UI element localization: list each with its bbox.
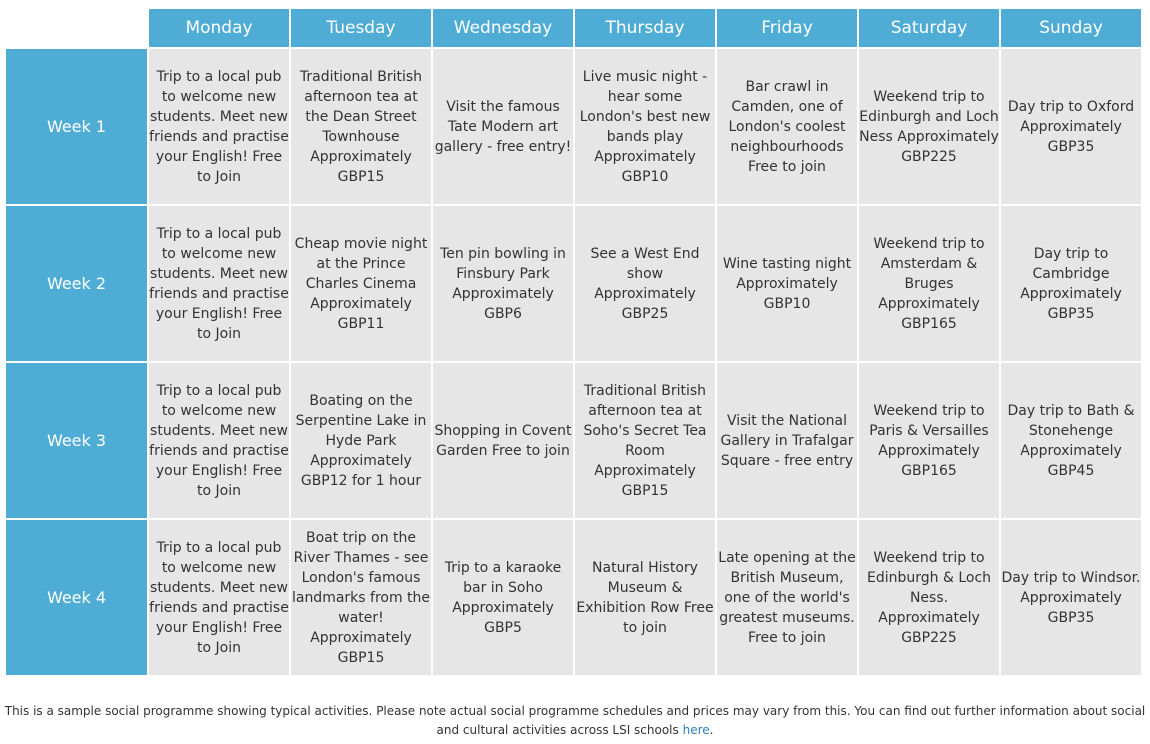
activity-cell: Day trip to Bath & Stonehenge Approximately GBP45	[1001, 363, 1141, 518]
week-label: Week 1	[6, 49, 147, 204]
social-programme-table	[4, 7, 1143, 677]
activity-cell: Traditional British afternoon tea at the Dean Street Townhouse Approximately GBP15	[291, 49, 431, 204]
activity-cell: Natural History Museum & Exhibition Row Free to join	[575, 520, 715, 675]
activity-cell: Weekend trip to Paris & Versailles Approximately GBP165	[859, 363, 999, 518]
week-row-4	[6, 520, 1141, 675]
day-header-sunday: Sunday	[1001, 9, 1141, 47]
activity-cell: Boat trip on the River Thames - see London's famous landmarks from the water! Approximately GBP15	[291, 520, 431, 675]
corner-cell	[6, 9, 147, 47]
week-row-2	[6, 206, 1141, 361]
day-header-tuesday: Tuesday	[291, 9, 431, 47]
activity-cell: Weekend trip to Edinburgh and Loch Ness Approximately GBP225	[859, 49, 999, 204]
activity-cell: Wine tasting night Approximately GBP10	[717, 206, 857, 361]
here-link[interactable]: here	[682, 723, 710, 737]
week-label: Week 3	[6, 363, 147, 518]
activity-cell: Cheap movie night at the Prince Charles Cinema Approximately GBP11	[291, 206, 431, 361]
activity-cell: Trip to a karaoke bar in Soho Approximately GBP5	[433, 520, 573, 675]
activity-cell: See a West End show Approximately GBP25	[575, 206, 715, 361]
disclaimer-text: This is a sample social programme showing typical activities. Please note actual social programme schedules and prices may vary from this. You can find out further information about social and cultural activities across LSI schools	[4, 704, 1146, 737]
activity-cell: Live music night - hear some London's best new bands play Approximately GBP10	[575, 49, 715, 204]
activity-cell: Boating on the Serpentine Lake in Hyde Park Approximately GBP12 for 1 hour	[291, 363, 431, 518]
activity-cell: Traditional British afternoon tea at Soho's Secret Tea Room Approximately GBP15	[575, 363, 715, 518]
day-header-wednesday: Wednesday	[433, 9, 573, 47]
activity-cell: Weekend trip to Edinburgh & Loch Ness. Approximately GBP225	[859, 520, 999, 675]
day-header-saturday: Saturday	[859, 9, 999, 47]
week-row-3	[6, 363, 1141, 518]
activity-cell: Ten pin bowling in Finsbury Park Approximately GBP6	[433, 206, 573, 361]
activity-cell: Bar crawl in Camden, one of London's coolest neighbourhoods Free to join	[717, 49, 857, 204]
week-row-1	[6, 49, 1141, 204]
activity-cell: Shopping in Covent Garden Free to join	[433, 363, 573, 518]
week-label: Week 4	[6, 520, 147, 675]
disclaimer-note: This is a sample social programme showing typical activities. Please note actual social programme schedules and prices may vary from this. You can find out further information about social and cultural activities across LSI schools here.	[4, 704, 1146, 737]
day-header-monday: Monday	[149, 9, 289, 47]
day-header-thursday: Thursday	[575, 9, 715, 47]
activity-cell: Day trip to Oxford Approximately GBP35	[1001, 49, 1141, 204]
day-header-row	[6, 9, 1141, 47]
activity-cell: Visit the National Gallery in Trafalgar Square - free entry	[717, 363, 857, 518]
activity-cell: Trip to a local pub to welcome new students. Meet new friends and practise your English! Free to Join	[149, 49, 289, 204]
activity-cell: Day trip to Cambridge Approximately GBP35	[1001, 206, 1141, 361]
day-header-friday: Friday	[717, 9, 857, 47]
activity-cell: Weekend trip to Amsterdam & Bruges Approximately GBP165	[859, 206, 999, 361]
activity-cell: Late opening at the British Museum, one of the world's greatest museums. Free to join	[717, 520, 857, 675]
activity-cell: Trip to a local pub to welcome new students. Meet new friends and practise your English! Free to Join	[149, 206, 289, 361]
activity-cell: Visit the famous Tate Modern art gallery - free entry!	[433, 49, 573, 204]
activity-cell: Trip to a local pub to welcome new students. Meet new friends and practise your English! Free to Join	[149, 520, 289, 675]
activity-cell: Day trip to Windsor. Approximately GBP35	[1001, 520, 1141, 675]
activity-cell: Trip to a local pub to welcome new students. Meet new friends and practise your English! Free to Join	[149, 363, 289, 518]
week-label: Week 2	[6, 206, 147, 361]
